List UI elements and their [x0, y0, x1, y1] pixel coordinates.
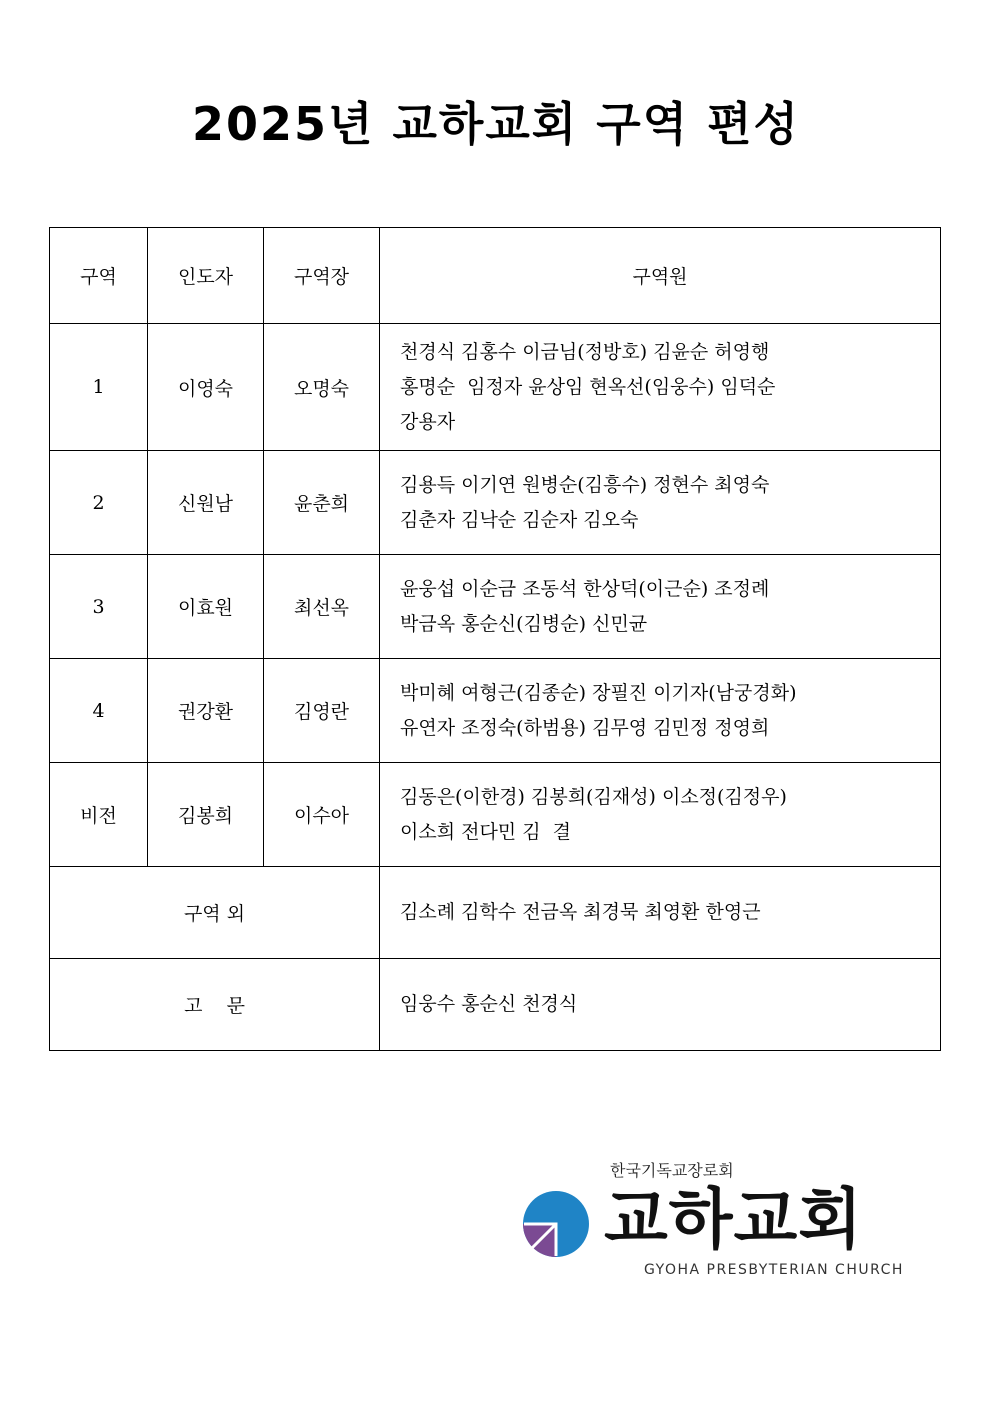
- advisor-members: [380, 959, 941, 1051]
- head-name: 윤춘희: [264, 451, 380, 555]
- head-name: 김영란: [264, 659, 380, 763]
- district-number: 1: [50, 324, 148, 451]
- church-emblem-icon: [522, 1190, 590, 1258]
- member-line: 김춘자 김낙순 김순자 김오숙: [400, 508, 639, 531]
- district-number: 3: [50, 555, 148, 659]
- header-members: 구역원: [380, 228, 941, 324]
- head-name: 오명숙: [264, 324, 380, 451]
- leader-name: 신원남: [148, 451, 264, 555]
- district-table: [49, 227, 941, 1051]
- member-list: [380, 555, 941, 659]
- header-head: 구역장: [264, 228, 380, 324]
- member-list: [380, 659, 941, 763]
- table-row: [50, 555, 941, 659]
- header-leader: 인도자: [148, 228, 264, 324]
- leader-name: 김봉희: [148, 763, 264, 867]
- header-district: 구역: [50, 228, 148, 324]
- advisor-row: [50, 959, 941, 1051]
- member-list: [380, 763, 941, 867]
- table-row: [50, 763, 941, 867]
- member-list: [380, 451, 941, 555]
- outside-members: [380, 867, 941, 959]
- table-row: [50, 659, 941, 763]
- head-name: 최선옥: [264, 555, 380, 659]
- leader-name: 이효원: [148, 555, 264, 659]
- district-number: 비전: [50, 763, 148, 867]
- member-list: [380, 324, 941, 451]
- table-header-row: [50, 228, 941, 324]
- advisor-label: 고 문: [50, 959, 380, 1051]
- member-line: 김소례 김학수 전금옥 최경묵 최영환 한영근: [400, 901, 761, 923]
- head-name: 이수아: [264, 763, 380, 867]
- member-line: 유연자 조정숙(하범용) 김무영 김민정 정영희: [400, 716, 770, 739]
- outside-row: [50, 867, 941, 959]
- leader-name: 권강환: [148, 659, 264, 763]
- member-line: 박금옥 홍순신(김병순) 신민균: [400, 612, 648, 635]
- district-number: 4: [50, 659, 148, 763]
- district-number: 2: [50, 451, 148, 555]
- table-row: [50, 451, 941, 555]
- member-line: 윤웅섭 이순금 조동석 한상덕(이근순) 조정례: [400, 577, 770, 600]
- member-line: 이소희 전다민 김 결: [400, 820, 571, 843]
- member-line: 김동은(이한경) 김봉희(김재성) 이소정(김정우): [400, 785, 787, 808]
- member-line: 천경식 김홍수 이금님(정방호) 김윤순 허영행: [400, 340, 770, 363]
- page-title: 2025년 교하교회 구역 편성: [192, 97, 800, 151]
- outside-label: 구역 외: [50, 867, 380, 959]
- church-logo: [522, 1158, 922, 1280]
- member-line: 홍명순 임정자 윤상임 현옥선(임웅수) 임덕순: [400, 375, 776, 398]
- member-line: 임웅수 홍순신 천경식: [400, 993, 578, 1015]
- logo-wordmark: 교하교회: [604, 1181, 864, 1258]
- table-row: [50, 324, 941, 451]
- member-line: 박미혜 여형근(김종순) 장필진 이기자(남궁경화): [400, 681, 797, 704]
- logo-english-name: GYOHA PRESBYTERIAN CHURCH: [644, 1262, 904, 1278]
- leader-name: 이영숙: [148, 324, 264, 451]
- logo-subtitle: 한국기독교장로회: [610, 1161, 734, 1180]
- member-line: 강용자: [400, 410, 456, 433]
- member-line: 김용득 이기연 원병순(김흥수) 정현수 최영숙: [400, 473, 770, 496]
